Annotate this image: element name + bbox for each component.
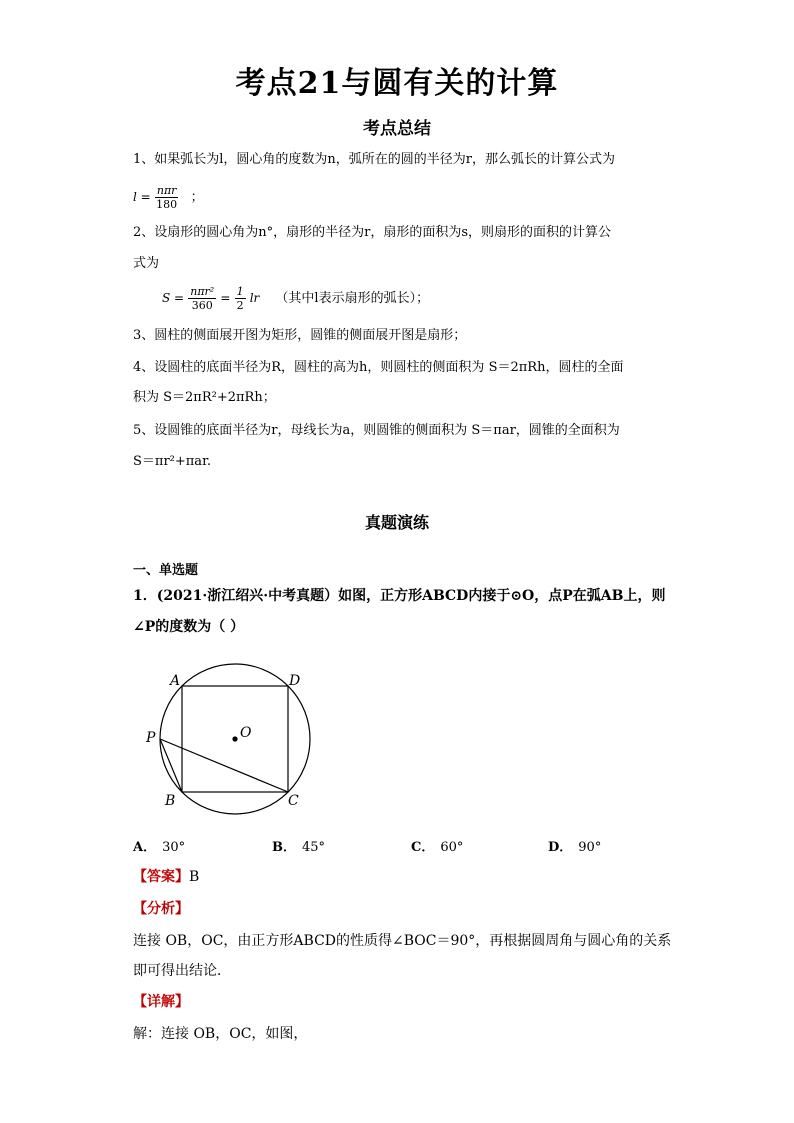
denominator: 2 xyxy=(236,299,244,312)
numerator: nπr xyxy=(156,184,177,197)
page-title: 考点21与圆有关的计算 xyxy=(235,66,559,101)
summary-point-2: 2、设扇形的圆心角为n°，扇形的半径为r，扇形的面积为s，则扇形的面积的计算公 xyxy=(133,225,612,240)
formula-lhs: l = xyxy=(133,190,151,204)
option-c: C． 60° xyxy=(411,840,464,855)
question-1-text-cont: ∠P的度数为（ ） xyxy=(133,619,245,635)
analysis-tag: 【分析】 xyxy=(133,901,189,917)
summary-point-2-cont: 式为 xyxy=(133,256,160,271)
summary-point-3: 3、圆柱的侧面展开图为矩形，圆锥的侧面展开图是扇形； xyxy=(133,328,467,343)
fraction xyxy=(188,285,216,312)
summary-point-5: 5、设圆锥的底面半径为r，母线长为a，则圆锥的侧面积为 S＝πar，圆锥的全面积为 xyxy=(133,423,620,438)
center-point xyxy=(232,736,237,741)
denominator: 360 xyxy=(191,299,213,312)
question-1-text: 1．(2021·浙江绍兴·中考真题）如图，正方形ABCD内接于⊙O，点P在弧AB上，则 xyxy=(133,588,666,604)
fraction-half xyxy=(235,285,246,312)
analysis-text: 连接 OB，OC，由正方形ABCD的性质得∠BOC＝90°，再根据圆周角与圆心角的关系 xyxy=(133,933,672,949)
summary-point-1: 1、如果弧长为l，圆心角的度数为n，弧所在的圆的半径为r，那么弧长的计算公式为 xyxy=(133,152,616,167)
option-d: D． 90° xyxy=(548,840,602,855)
option-b: B． 45° xyxy=(272,840,326,855)
numerator: 1 xyxy=(236,285,244,298)
formula-lhs: S = xyxy=(162,291,185,305)
numerator: nπr² xyxy=(190,285,215,298)
practice-title: 真题演练 xyxy=(364,513,429,532)
formula-tail: lr xyxy=(249,291,260,305)
denominator: 180 xyxy=(156,198,178,211)
arc-length-formula xyxy=(133,184,204,211)
formula-suffix: ； xyxy=(190,190,204,205)
summary-point-4: 4、设圆柱的底面半径为R，圆柱的高为h，则圆柱的侧面积为 S＝2πRh，圆柱的全面 xyxy=(133,360,624,375)
label-p: P xyxy=(146,730,156,746)
detail-text: 解：连接 OB，OC，如图， xyxy=(133,1026,308,1042)
label-c: C xyxy=(288,793,299,809)
analysis-text-cont: 即可得出结论． xyxy=(133,963,231,979)
equals: = xyxy=(220,291,231,305)
summary-point-4-cont: 积为 S＝2πR²+2πRh； xyxy=(133,390,276,405)
answer-value: B xyxy=(189,869,200,885)
section-subtitle: 考点总结 xyxy=(363,119,431,139)
summary-point-5-cont: S＝πr²+πar. xyxy=(133,454,211,469)
question-type-heading: 一、单选题 xyxy=(133,563,199,578)
detail-tag: 【详解】 xyxy=(133,994,189,1010)
label-d: D xyxy=(289,673,301,689)
answer-tag: 【答案】 xyxy=(133,869,189,885)
geometry-figure xyxy=(140,655,320,815)
formula-note: （其中l表示扇形的弧长）； xyxy=(275,291,430,306)
answer-line xyxy=(133,866,199,888)
label-a: A xyxy=(170,673,181,689)
fraction xyxy=(155,184,179,211)
label-b: B xyxy=(165,793,176,809)
label-o: O xyxy=(240,725,252,741)
option-a: A． 30° xyxy=(133,840,186,855)
sector-area-formula xyxy=(162,285,429,312)
